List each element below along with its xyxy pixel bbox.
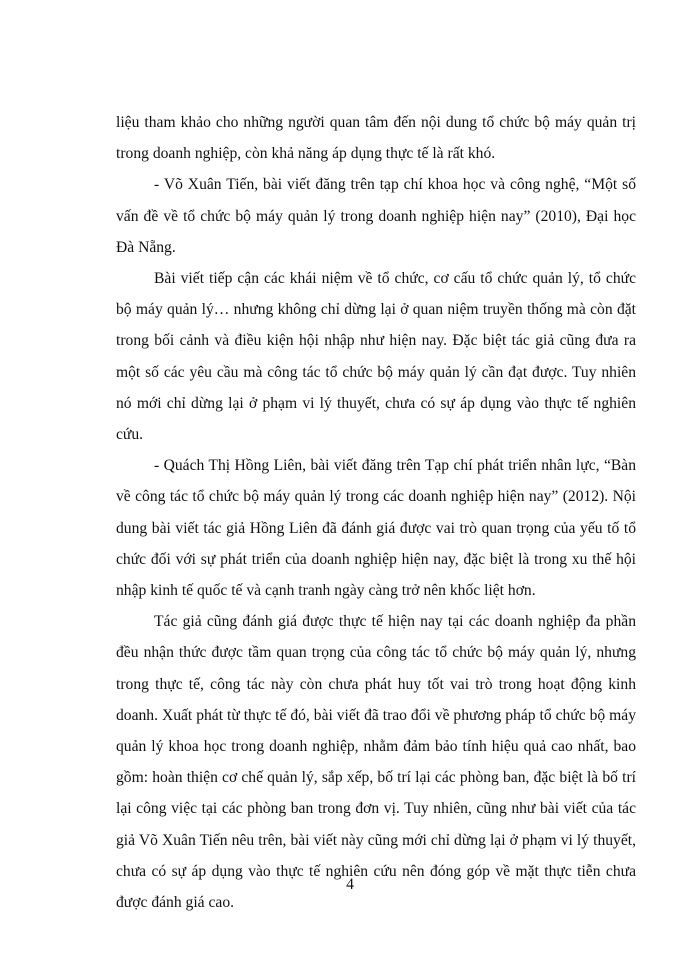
paragraph-reference-vo-xuan-tien: - Võ Xuân Tiến, bài viết đăng trên tạp chí khoa học và công nghệ, “Một số vấn đề về tổ chức bộ máy quản lý trong doanh nghiệp hiện nay” (2010), Đại học Đà Nẵng. xyxy=(116,176,636,256)
document-body xyxy=(116,107,636,918)
paragraph-continuation: liệu tham khảo cho những người quan tâm đến nội dung tổ chức bộ máy quản trị trong doanh nghiệp, còn khả năng áp dụng thực tế là rất khó. xyxy=(116,114,636,163)
paragraph-review-vo-xuan-tien: Bài viết tiếp cận các khái niệm về tổ chức, cơ cấu tổ chức quản lý, tổ chức bộ máy quản lý… nhưng không chỉ dừng lại ở quan niệm truyền thống mà còn đặt trong bối cảnh và điều kiện hội nhập như hiện nay. Đặc biệt tác giả cũng đưa ra một số các yêu cầu mà công tác tổ chức bộ máy quản lý cần đạt được. Tuy nhiên nó mới chỉ dừng lại ở phạm vi lý thuyết, chưa có sự áp dụng vào thực tế nghiên cứu. xyxy=(116,270,636,444)
paragraph-reference-quach-thi-hong-lien: - Quách Thị Hồng Liên, bài viết đăng trên Tạp chí phát triển nhân lực, “Bàn về công tác tổ chức bộ máy quản lý trong các doanh nghiệp hiện nay” (2012). Nội dung bài viết tác giả Hồng Liên đã đánh giá được vai trò quan trọng của yếu tố tổ chức đối với sự phát triển của doanh nghiệp hiện nay, đặc biệt là trong xu thế hội nhập kinh tế quốc tế và cạnh tranh ngày càng trở nên khốc liệt hơn. xyxy=(116,457,636,600)
page-number: 4 xyxy=(346,876,354,893)
paragraph-review-quach-thi-hong-lien: Tác giả cũng đánh giá được thực tế hiện nay tại các doanh nghiệp đa phần đều nhận thức được tầm quan trọng của công tác tổ chức bộ máy quản lý, nhưng trong thực tế, công tác này còn chưa phát huy tốt vai trò trong hoạt động kinh doanh. Xuất phát từ thực tế đó, bài viết đã trao đổi về phương pháp tổ chức bộ máy quản lý khoa học trong doanh nghiệp, nhằm đảm bảo tính hiệu quả cao nhất, bao gồm: hoàn thiện cơ chế quản lý, sắp xếp, bố trí lại các phòng ban, đặc biệt là bố trí lại công việc tại các phòng ban trong đơn vị. Tuy nhiên, cũng như bài viết của tác giả Võ Xuân Tiến nêu trên, bài viết này cũng mới chỉ dừng lại ở phạm vi lý thuyết, chưa có sự áp dụng vào thực tế nghiên cứu nên đóng góp về mặt thực tiễn chưa được đánh giá cao. xyxy=(116,613,636,912)
